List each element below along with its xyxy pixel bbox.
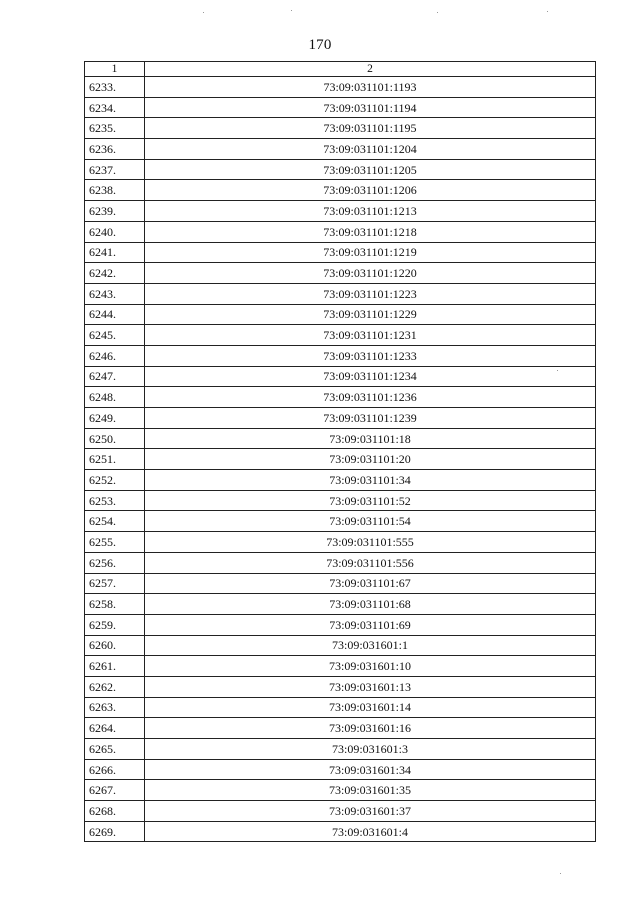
cadastral-number-cell: 73:09:031101:1206 bbox=[145, 180, 596, 201]
cadastral-number-cell: 73:09:031601:3 bbox=[145, 739, 596, 760]
row-number-cell: 6248. bbox=[85, 387, 145, 408]
table-row bbox=[85, 594, 596, 615]
row-number-cell: 6242. bbox=[85, 263, 145, 284]
scan-speck bbox=[437, 12, 438, 13]
table-row bbox=[85, 470, 596, 491]
table-row bbox=[85, 697, 596, 718]
table-row bbox=[85, 656, 596, 677]
cadastral-number-cell: 73:09:031601:10 bbox=[145, 656, 596, 677]
cadastral-number-cell: 73:09:031101:1195 bbox=[145, 118, 596, 139]
row-number-cell: 6260. bbox=[85, 635, 145, 656]
cadastral-number-cell: 73:09:031101:1193 bbox=[145, 77, 596, 98]
column-header-number: 1 bbox=[85, 62, 145, 77]
table-row bbox=[85, 552, 596, 573]
row-number-cell: 6249. bbox=[85, 408, 145, 429]
table-row bbox=[85, 387, 596, 408]
row-number-cell: 6251. bbox=[85, 449, 145, 470]
table-row bbox=[85, 221, 596, 242]
cadastral-number-cell: 73:09:031101:556 bbox=[145, 552, 596, 573]
table-row bbox=[85, 408, 596, 429]
table-row bbox=[85, 739, 596, 760]
cadastral-number-cell: 73:09:031101:1220 bbox=[145, 263, 596, 284]
table-row bbox=[85, 573, 596, 594]
row-number-cell: 6268. bbox=[85, 801, 145, 822]
table-row bbox=[85, 428, 596, 449]
table-row bbox=[85, 532, 596, 553]
row-number-cell: 6263. bbox=[85, 697, 145, 718]
cadastral-number-cell: 73:09:031101:1234 bbox=[145, 366, 596, 387]
table-row bbox=[85, 118, 596, 139]
row-number-cell: 6234. bbox=[85, 97, 145, 118]
row-number-cell: 6233. bbox=[85, 77, 145, 98]
table-row bbox=[85, 283, 596, 304]
row-number-cell: 6266. bbox=[85, 759, 145, 780]
cadastral-number-cell: 73:09:031101:1204 bbox=[145, 139, 596, 160]
cadastral-number-cell: 73:09:031101:1236 bbox=[145, 387, 596, 408]
table-row bbox=[85, 759, 596, 780]
cadastral-number-cell: 73:09:031101:1218 bbox=[145, 221, 596, 242]
table-header bbox=[85, 62, 596, 77]
table-row bbox=[85, 159, 596, 180]
cadastral-number-cell: 73:09:031601:37 bbox=[145, 801, 596, 822]
row-number-cell: 6254. bbox=[85, 511, 145, 532]
cadastral-number-cell: 73:09:031601:16 bbox=[145, 718, 596, 739]
row-number-cell: 6237. bbox=[85, 159, 145, 180]
row-number-cell: 6264. bbox=[85, 718, 145, 739]
table-row bbox=[85, 180, 596, 201]
row-number-cell: 6245. bbox=[85, 325, 145, 346]
cadastral-number-cell: 73:09:031101:52 bbox=[145, 490, 596, 511]
row-number-cell: 6257. bbox=[85, 573, 145, 594]
cadastral-number-cell: 73:09:031101:1223 bbox=[145, 283, 596, 304]
cadastral-number-cell: 73:09:031101:1239 bbox=[145, 408, 596, 429]
row-number-cell: 6235. bbox=[85, 118, 145, 139]
table-row bbox=[85, 449, 596, 470]
row-number-cell: 6241. bbox=[85, 242, 145, 263]
scan-speck bbox=[547, 11, 548, 12]
table-row bbox=[85, 345, 596, 366]
table-row bbox=[85, 635, 596, 656]
cadastral-number-cell: 73:09:031101:54 bbox=[145, 511, 596, 532]
row-number-cell: 6253. bbox=[85, 490, 145, 511]
scan-speck bbox=[557, 370, 558, 371]
row-number-cell: 6269. bbox=[85, 821, 145, 842]
row-number-cell: 6244. bbox=[85, 304, 145, 325]
cadastral-number-cell: 73:09:031101:1194 bbox=[145, 97, 596, 118]
row-number-cell: 6261. bbox=[85, 656, 145, 677]
cadastral-number-cell: 73:09:031101:34 bbox=[145, 470, 596, 491]
scan-speck bbox=[560, 873, 561, 874]
scan-speck bbox=[291, 10, 292, 11]
cadastral-number-cell: 73:09:031601:35 bbox=[145, 780, 596, 801]
row-number-cell: 6246. bbox=[85, 345, 145, 366]
cadastral-number-cell: 73:09:031101:1231 bbox=[145, 325, 596, 346]
cadastral-number-cell: 73:09:031101:1219 bbox=[145, 242, 596, 263]
row-number-cell: 6262. bbox=[85, 676, 145, 697]
table-row bbox=[85, 97, 596, 118]
cadastral-number-cell: 73:09:031101:68 bbox=[145, 594, 596, 615]
table-row bbox=[85, 511, 596, 532]
table-row bbox=[85, 676, 596, 697]
row-number-cell: 6250. bbox=[85, 428, 145, 449]
cadastral-number-cell: 73:09:031101:1229 bbox=[145, 304, 596, 325]
table-row bbox=[85, 77, 596, 98]
cadastral-number-cell: 73:09:031101:1205 bbox=[145, 159, 596, 180]
table-row bbox=[85, 304, 596, 325]
header-row bbox=[85, 62, 596, 77]
row-number-cell: 6243. bbox=[85, 283, 145, 304]
row-number-cell: 6255. bbox=[85, 532, 145, 553]
row-number-cell: 6259. bbox=[85, 614, 145, 635]
row-number-cell: 6240. bbox=[85, 221, 145, 242]
table-row bbox=[85, 801, 596, 822]
cadastral-table bbox=[84, 61, 596, 842]
table-row bbox=[85, 201, 596, 222]
table-row bbox=[85, 821, 596, 842]
cadastral-number-cell: 73:09:031601:34 bbox=[145, 759, 596, 780]
table-row bbox=[85, 242, 596, 263]
table-row bbox=[85, 718, 596, 739]
page-number: 170 bbox=[308, 37, 332, 53]
table-row bbox=[85, 139, 596, 160]
cadastral-number-cell: 73:09:031101:20 bbox=[145, 449, 596, 470]
cadastral-number-cell: 73:09:031101:555 bbox=[145, 532, 596, 553]
table-row bbox=[85, 325, 596, 346]
row-number-cell: 6252. bbox=[85, 470, 145, 491]
row-number-cell: 6236. bbox=[85, 139, 145, 160]
cadastral-number-cell: 73:09:031101:67 bbox=[145, 573, 596, 594]
cadastral-number-cell: 73:09:031601:14 bbox=[145, 697, 596, 718]
table-row bbox=[85, 614, 596, 635]
row-number-cell: 6247. bbox=[85, 366, 145, 387]
cadastral-number-cell: 73:09:031101:69 bbox=[145, 614, 596, 635]
row-number-cell: 6267. bbox=[85, 780, 145, 801]
table-row bbox=[85, 490, 596, 511]
cadastral-number-cell: 73:09:031601:1 bbox=[145, 635, 596, 656]
row-number-cell: 6265. bbox=[85, 739, 145, 760]
row-number-cell: 6256. bbox=[85, 552, 145, 573]
column-header-cadastral-number: 2 bbox=[145, 62, 596, 77]
cadastral-number-cell: 73:09:031601:13 bbox=[145, 676, 596, 697]
table-row bbox=[85, 366, 596, 387]
row-number-cell: 6258. bbox=[85, 594, 145, 615]
row-number-cell: 6239. bbox=[85, 201, 145, 222]
table-body bbox=[85, 77, 596, 842]
cadastral-number-cell: 73:09:031101:18 bbox=[145, 428, 596, 449]
cadastral-number-cell: 73:09:031101:1233 bbox=[145, 345, 596, 366]
table-row bbox=[85, 780, 596, 801]
cadastral-number-cell: 73:09:031101:1213 bbox=[145, 201, 596, 222]
table-row bbox=[85, 263, 596, 284]
scan-speck bbox=[203, 12, 204, 13]
row-number-cell: 6238. bbox=[85, 180, 145, 201]
cadastral-number-cell: 73:09:031601:4 bbox=[145, 821, 596, 842]
